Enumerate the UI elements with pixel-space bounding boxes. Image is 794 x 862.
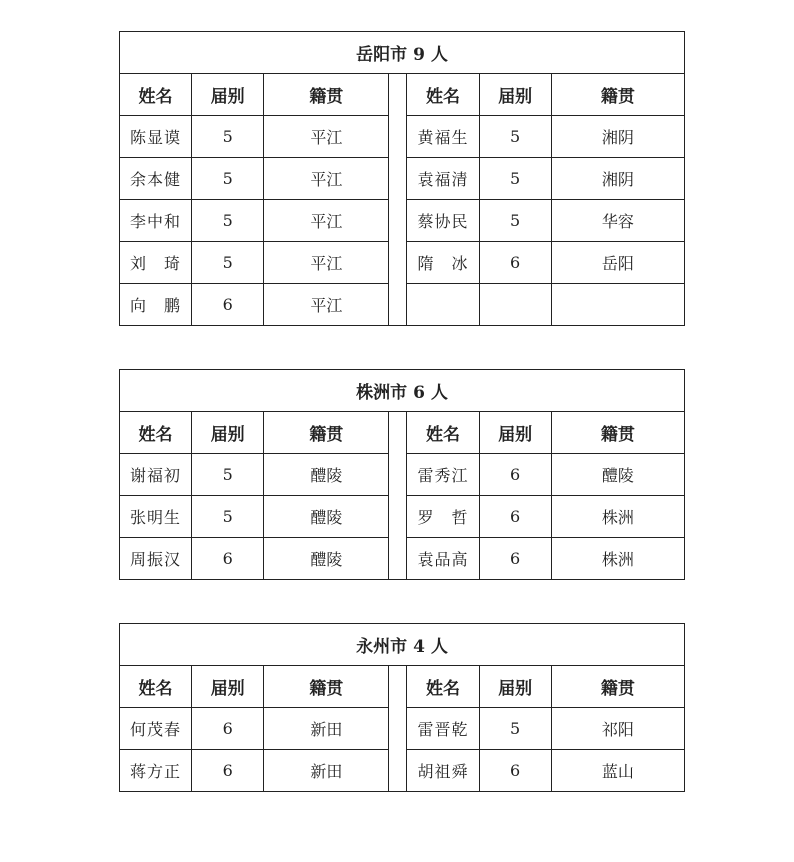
origin-cell: 株洲 — [551, 538, 684, 580]
origin-cell: 醴陵 — [264, 538, 389, 580]
table-row — [120, 496, 685, 538]
header-session: 届别 — [192, 666, 264, 708]
column-gap — [389, 242, 407, 284]
table-row — [120, 750, 685, 792]
table-row — [120, 116, 685, 158]
session-cell: 5 — [192, 242, 264, 284]
table-row — [120, 200, 685, 242]
table-row — [120, 454, 685, 496]
session-cell: 5 — [192, 454, 264, 496]
origin-cell: 湘阴 — [551, 116, 684, 158]
name-cell: 余本健 — [120, 158, 192, 200]
table-row — [120, 158, 685, 200]
header-name: 姓名 — [120, 74, 192, 116]
session-cell: 5 — [479, 116, 551, 158]
origin-cell: 株洲 — [551, 496, 684, 538]
header-origin: 籍贯 — [551, 74, 684, 116]
name-cell: 刘 琦 — [120, 242, 192, 284]
table-title: 岳阳市 9 人 — [120, 32, 685, 74]
name-cell: 谢福初 — [120, 454, 192, 496]
origin-cell: 平江 — [264, 242, 389, 284]
header-session: 届别 — [479, 666, 551, 708]
session-cell: 5 — [479, 200, 551, 242]
name-cell: 张明生 — [120, 496, 192, 538]
column-gap — [389, 116, 407, 158]
header-origin: 籍贯 — [551, 666, 684, 708]
name-cell: 黄福生 — [407, 116, 479, 158]
session-cell: 5 — [192, 116, 264, 158]
origin-cell — [551, 284, 684, 326]
column-gap — [389, 284, 407, 326]
column-gap — [389, 412, 407, 454]
table-row — [120, 284, 685, 326]
session-cell: 6 — [479, 750, 551, 792]
column-gap — [389, 666, 407, 708]
column-gap — [389, 538, 407, 580]
header-name: 姓名 — [120, 412, 192, 454]
column-gap — [389, 454, 407, 496]
name-cell: 蒋方正 — [120, 750, 192, 792]
origin-cell: 醴陵 — [551, 454, 684, 496]
session-cell: 6 — [192, 750, 264, 792]
session-cell: 6 — [192, 284, 264, 326]
name-cell: 雷秀江 — [407, 454, 479, 496]
column-gap — [389, 750, 407, 792]
session-cell: 6 — [479, 496, 551, 538]
header-origin: 籍贯 — [551, 412, 684, 454]
header-name: 姓名 — [120, 666, 192, 708]
name-cell: 胡祖舜 — [407, 750, 479, 792]
header-session: 届别 — [479, 74, 551, 116]
session-cell: 5 — [192, 496, 264, 538]
origin-cell: 蓝山 — [551, 750, 684, 792]
name-cell — [407, 284, 479, 326]
header-origin: 籍贯 — [264, 74, 389, 116]
name-cell: 蔡协民 — [407, 200, 479, 242]
origin-cell: 新田 — [264, 750, 389, 792]
name-cell: 李中和 — [120, 200, 192, 242]
column-gap — [389, 200, 407, 242]
name-cell: 隋 冰 — [407, 242, 479, 284]
session-cell: 5 — [192, 200, 264, 242]
table-row — [120, 242, 685, 284]
header-session: 届别 — [479, 412, 551, 454]
header-origin: 籍贯 — [264, 412, 389, 454]
name-cell: 周振汉 — [120, 538, 192, 580]
origin-cell: 岳阳 — [551, 242, 684, 284]
name-cell: 罗 哲 — [407, 496, 479, 538]
origin-cell: 平江 — [264, 116, 389, 158]
table-row — [120, 538, 685, 580]
yongzhou-table — [119, 623, 685, 792]
name-cell: 何茂春 — [120, 708, 192, 750]
table-title: 株洲市 6 人 — [120, 370, 685, 412]
origin-cell: 祁阳 — [551, 708, 684, 750]
name-cell: 陈显谟 — [120, 116, 192, 158]
session-cell: 6 — [479, 242, 551, 284]
header-session: 届别 — [192, 412, 264, 454]
origin-cell: 醴陵 — [264, 496, 389, 538]
session-cell — [479, 284, 551, 326]
header-origin: 籍贯 — [264, 666, 389, 708]
header-name: 姓名 — [407, 666, 479, 708]
header-name: 姓名 — [407, 412, 479, 454]
zhuzhou-table — [119, 369, 685, 580]
name-cell: 雷晋乾 — [407, 708, 479, 750]
column-gap — [389, 496, 407, 538]
origin-cell: 平江 — [264, 284, 389, 326]
session-cell: 5 — [192, 158, 264, 200]
session-cell: 6 — [192, 538, 264, 580]
session-cell: 5 — [479, 708, 551, 750]
origin-cell: 华容 — [551, 200, 684, 242]
origin-cell: 平江 — [264, 158, 389, 200]
session-cell: 5 — [479, 158, 551, 200]
column-gap — [389, 74, 407, 116]
origin-cell: 平江 — [264, 200, 389, 242]
name-cell: 袁福清 — [407, 158, 479, 200]
session-cell: 6 — [479, 538, 551, 580]
header-name: 姓名 — [407, 74, 479, 116]
session-cell: 6 — [192, 708, 264, 750]
table-row — [120, 708, 685, 750]
column-gap — [389, 708, 407, 750]
origin-cell: 醴陵 — [264, 454, 389, 496]
origin-cell: 湘阴 — [551, 158, 684, 200]
name-cell: 袁品高 — [407, 538, 479, 580]
table-title: 永州市 4 人 — [120, 624, 685, 666]
header-session: 届别 — [192, 74, 264, 116]
origin-cell: 新田 — [264, 708, 389, 750]
session-cell: 6 — [479, 454, 551, 496]
yueyang-table — [119, 31, 685, 326]
column-gap — [389, 158, 407, 200]
name-cell: 向 鹏 — [120, 284, 192, 326]
